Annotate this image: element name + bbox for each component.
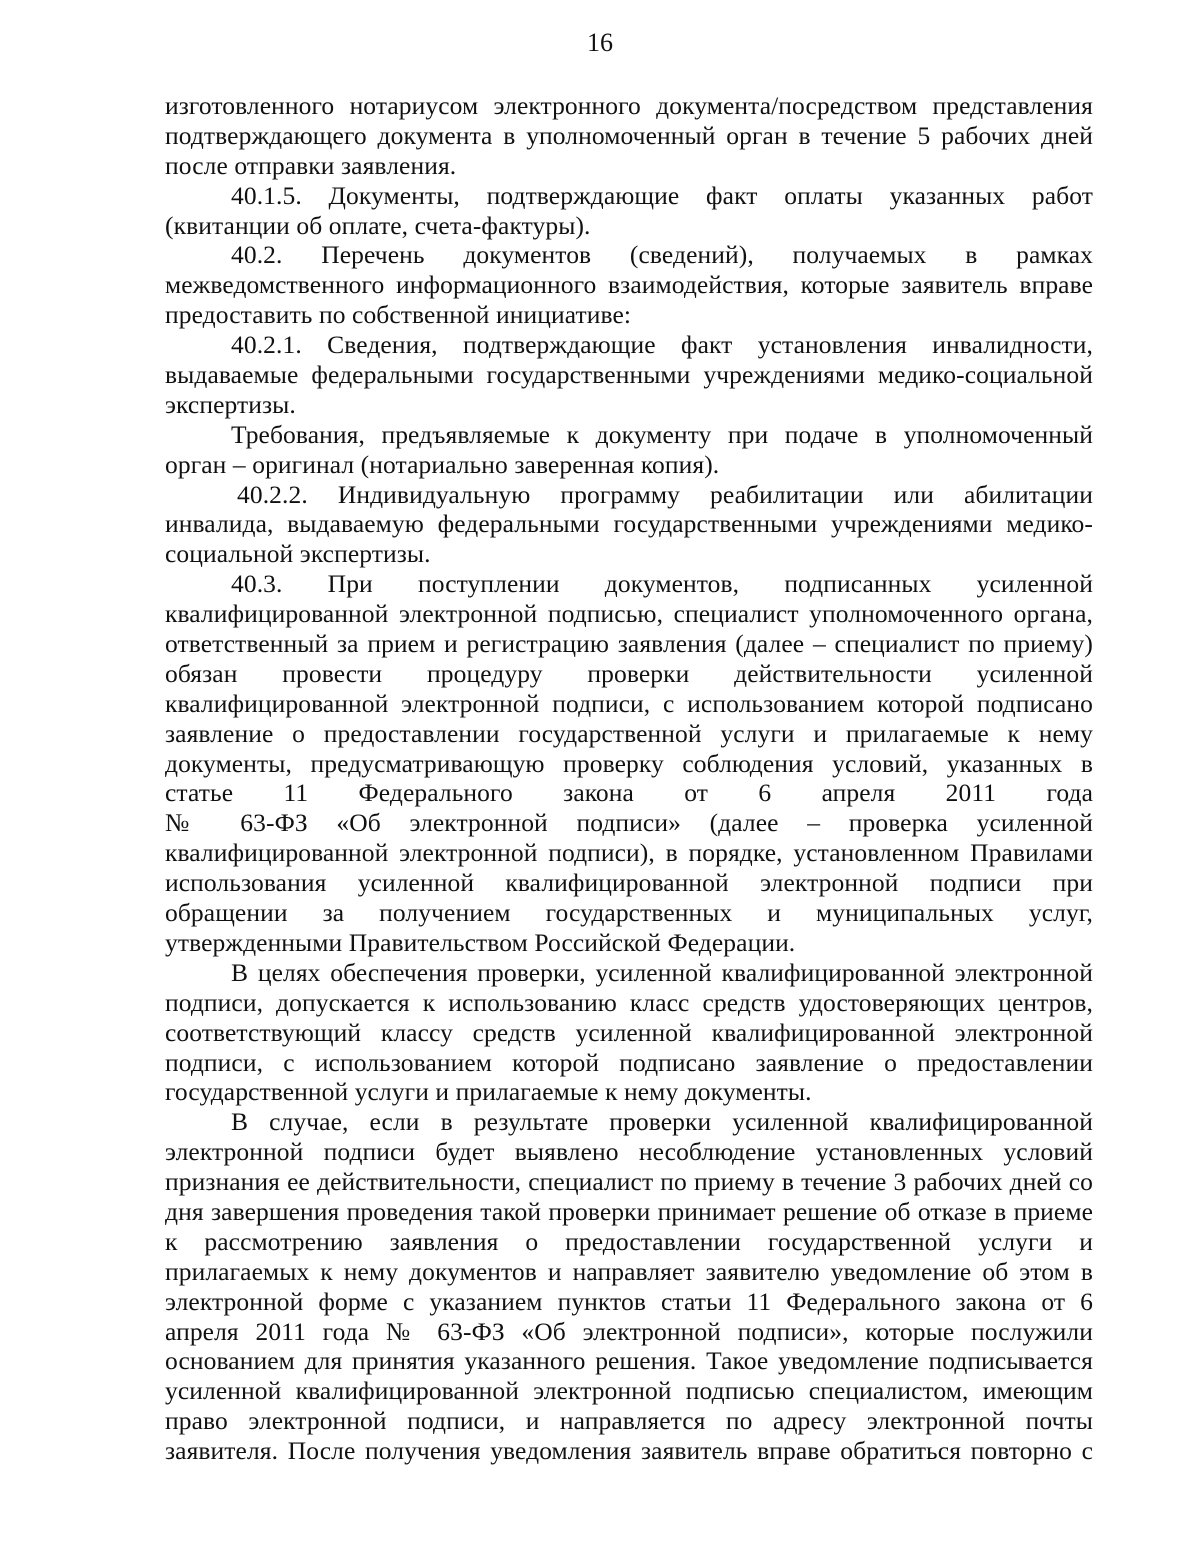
- text-line: В целях обеспечения проверки, усиленной квалифицированной электронной: [231, 957, 1093, 987]
- text-line: предоставить по собственной инициативе:: [165, 300, 632, 330]
- text-line: 40.1.5. Документы, подтверждающие факт оплаты указанных работ: [231, 180, 1093, 210]
- text-line: подписи, с использованием которой подписано заявление о предоставлении: [165, 1047, 1093, 1077]
- text-line: 40.2.1. Сведения, подтверждающие факт установления инвалидности,: [231, 330, 1093, 360]
- text-line: электронной подписи будет выявлено несоблюдение установленных условий: [165, 1137, 1093, 1167]
- text-line: прилагаемых к нему документов и направляет заявителю уведомление об этом в: [165, 1256, 1093, 1286]
- text-line: подписи, допускается к использованию класс средств удостоверяющих центров,: [165, 987, 1093, 1017]
- paragraph-40-2-1: [165, 330, 1093, 420]
- text-line: обязан провести процедуру проверки действительности усиленной: [165, 658, 1093, 688]
- text-line: электронной форме с указанием пунктов статьи 11 Федерального закона от 6: [165, 1286, 1093, 1316]
- text-line: усиленной квалифицированной электронной подписью специалистом, имеющим: [165, 1376, 1093, 1406]
- text-line: социальной экспертизы.: [165, 539, 431, 569]
- text-line: подтверждающего документа в уполномоченный орган в течение 5 рабочих дней: [165, 120, 1093, 150]
- paragraph-continuation: [165, 91, 1093, 181]
- text-line: обращении за получением государственных и муниципальных услуг,: [165, 898, 1093, 928]
- text-line: после отправки заявления.: [165, 150, 457, 180]
- text-line: 40.2.2. Индивидуальную программу реабилитации или абилитации: [237, 479, 1093, 509]
- text-line: право электронной подписи, и направляется по адресу электронной почты: [165, 1406, 1093, 1436]
- paragraph-verification-purpose: [165, 958, 1093, 1107]
- text-line: документы, предусматривающую проверку соблюдения условий, указанных в: [165, 748, 1093, 778]
- paragraph-refusal-case: [165, 1107, 1093, 1466]
- text-line: к рассмотрению заявления о предоставлении государственной услуги и: [165, 1226, 1093, 1256]
- paragraph-requirements: [165, 420, 1093, 480]
- text-line: статье 11 Федерального закона от 6 апреля 2011 года: [165, 778, 1093, 808]
- text-line: признания ее действительности, специалист по приему в течение 3 рабочих дней со: [165, 1167, 1093, 1197]
- text-line: ответственный за прием и регистрацию заявления (далее – специалист по приему): [165, 629, 1093, 659]
- text-line: дня завершения проведения такой проверки принимает решение об отказе в приеме: [165, 1196, 1093, 1226]
- text-line: Требования, предъявляемые к документу при подаче в уполномоченный: [231, 419, 1093, 449]
- text-line: основанием для принятия указанного решения. Такое уведомление подписывается: [165, 1346, 1093, 1376]
- text-line: 40.3. При поступлении документов, подписанных усиленной: [231, 569, 1093, 599]
- text-line: выдаваемые федеральными государственными учреждениями медико-социальной: [165, 360, 1093, 390]
- text-line: (квитанции об оплате, счета-фактуры).: [165, 210, 591, 240]
- text-line: инвалида, выдаваемую федеральными государственными учреждениями медико-: [165, 509, 1093, 539]
- text-line: экспертизы.: [165, 389, 296, 419]
- text-line: заявителя. После получения уведомления заявитель вправе обратиться повторно с: [165, 1436, 1093, 1466]
- text-line: апреля 2011 года № 63-ФЗ «Об электронной подписи», которые послужили: [165, 1316, 1093, 1346]
- paragraph-40-1-5: [165, 181, 1093, 241]
- text-line: квалифицированной электронной подписи), в порядке, установленном Правилами: [165, 838, 1093, 868]
- page-number: 16: [587, 28, 613, 57]
- text-line: использования усиленной квалифицированной электронной подписи при: [165, 868, 1093, 898]
- text-line: заявление о предоставлении государственной услуги и прилагаемые к нему: [165, 718, 1093, 748]
- text-line: орган – оригинал (нотариально заверенная копия).: [165, 449, 720, 479]
- paragraph-40-2-2: [165, 480, 1093, 570]
- text-line: межведомственного информационного взаимодействия, которые заявитель вправе: [165, 270, 1093, 300]
- paragraph-40-3: [165, 569, 1093, 958]
- document-body: [165, 91, 1093, 1466]
- text-line: изготовленного нотариусом электронного документа/посредством представления: [165, 91, 1093, 120]
- text-line: государственной услуги и прилагаемые к нему документы.: [165, 1077, 812, 1107]
- text-line: утвержденными Правительством Российской Федерации.: [165, 927, 796, 957]
- paragraph-40-2: [165, 240, 1093, 330]
- text-line: 40.2. Перечень документов (сведений), получаемых в рамках: [231, 240, 1093, 270]
- text-line: квалифицированной электронной подписью, специалист уполномоченного органа,: [165, 599, 1093, 629]
- text-line: В случае, если в результате проверки усиленной квалифицированной: [231, 1107, 1093, 1137]
- text-line: соответствующий классу средств усиленной квалифицированной электронной: [165, 1017, 1093, 1047]
- text-line: № 63-ФЗ «Об электронной подписи» (далее – проверка усиленной: [165, 808, 1093, 838]
- text-line: квалифицированной электронной подписи, с использованием которой подписано: [165, 688, 1093, 718]
